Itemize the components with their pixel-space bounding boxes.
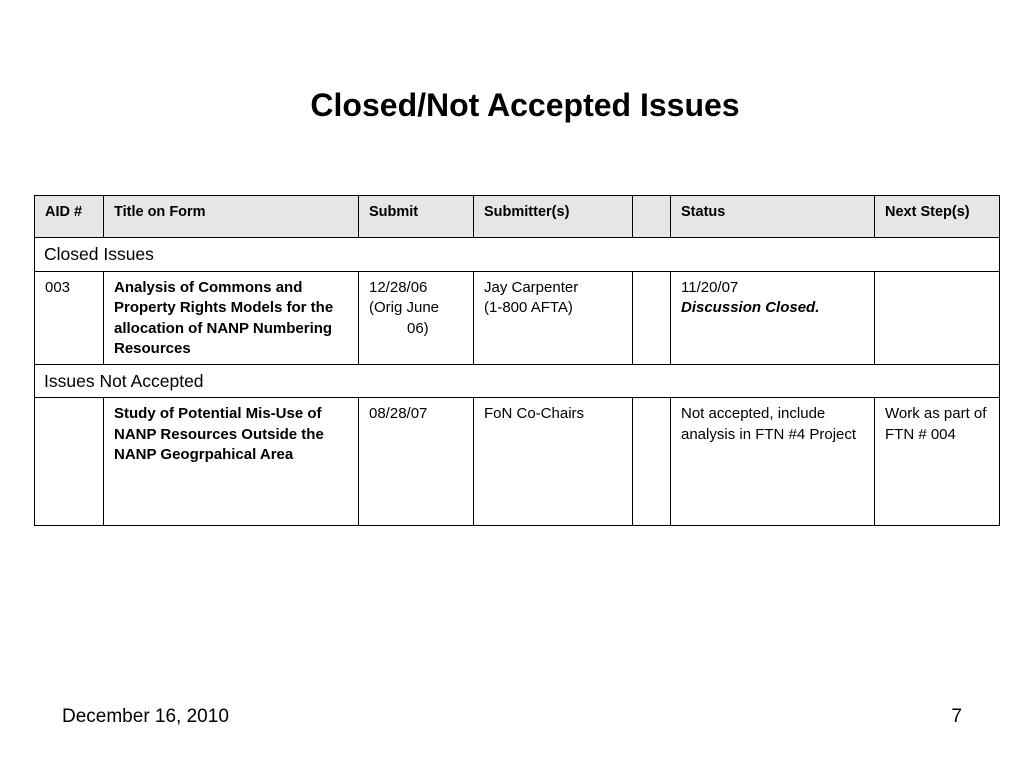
submitter-line: (1-800 AFTA) <box>484 299 573 316</box>
status-text: Discussion Closed. <box>681 299 820 316</box>
cell-status <box>671 271 875 364</box>
header-row <box>35 196 1000 238</box>
cell-next-steps <box>875 271 1000 364</box>
status-date: 11/20/07 <box>681 278 739 296</box>
table-row <box>35 398 1000 526</box>
cell-next-steps: Work as part of FTN # 004 <box>875 398 1000 526</box>
cell-title: Analysis of Commons and Property Rights Models for the allocation of NANP Numbering Resources <box>104 271 359 364</box>
cell-aid: 003 <box>35 271 104 364</box>
cell-title: Study of Potential Mis-Use of NANP Resources Outside the NANP Geogrpahical Area <box>104 398 359 526</box>
cell-submitters: FoN Co-Chairs <box>474 398 633 526</box>
header-title: Title on Form <box>104 196 359 238</box>
section-label-closed: Closed Issues <box>35 238 1000 272</box>
section-row-closed <box>35 238 1000 272</box>
page-number: 7 <box>951 706 962 727</box>
header-submit: Submit <box>359 196 474 238</box>
issues-table <box>34 195 1000 526</box>
submit-line: 06) <box>407 319 429 337</box>
header-status: Status <box>671 196 875 238</box>
cell-submit: 08/28/07 <box>359 398 474 526</box>
cell-status: Not accepted, include analysis in FTN #4 Project <box>671 398 875 526</box>
table-row <box>35 271 1000 364</box>
header-aid: AID # <box>35 196 104 238</box>
footer-date: December 16, 2010 <box>62 706 229 727</box>
submitter-line: Jay Carpenter <box>484 278 579 296</box>
header-submitters: Submitter(s) <box>474 196 633 238</box>
header-blank <box>633 196 671 238</box>
slide-title: Closed/Not Accepted Issues <box>310 87 740 123</box>
cell-submitters <box>474 271 633 364</box>
submit-line: (Orig June <box>369 299 440 316</box>
cell-submit <box>359 271 474 364</box>
header-next-steps: Next Step(s) <box>875 196 1000 238</box>
cell-blank <box>633 271 671 364</box>
section-row-not-accepted <box>35 364 1000 398</box>
section-label-not-accepted: Issues Not Accepted <box>35 364 1000 398</box>
cell-blank <box>633 398 671 526</box>
submit-line: 12/28/06 <box>369 278 428 296</box>
cell-aid <box>35 398 104 526</box>
